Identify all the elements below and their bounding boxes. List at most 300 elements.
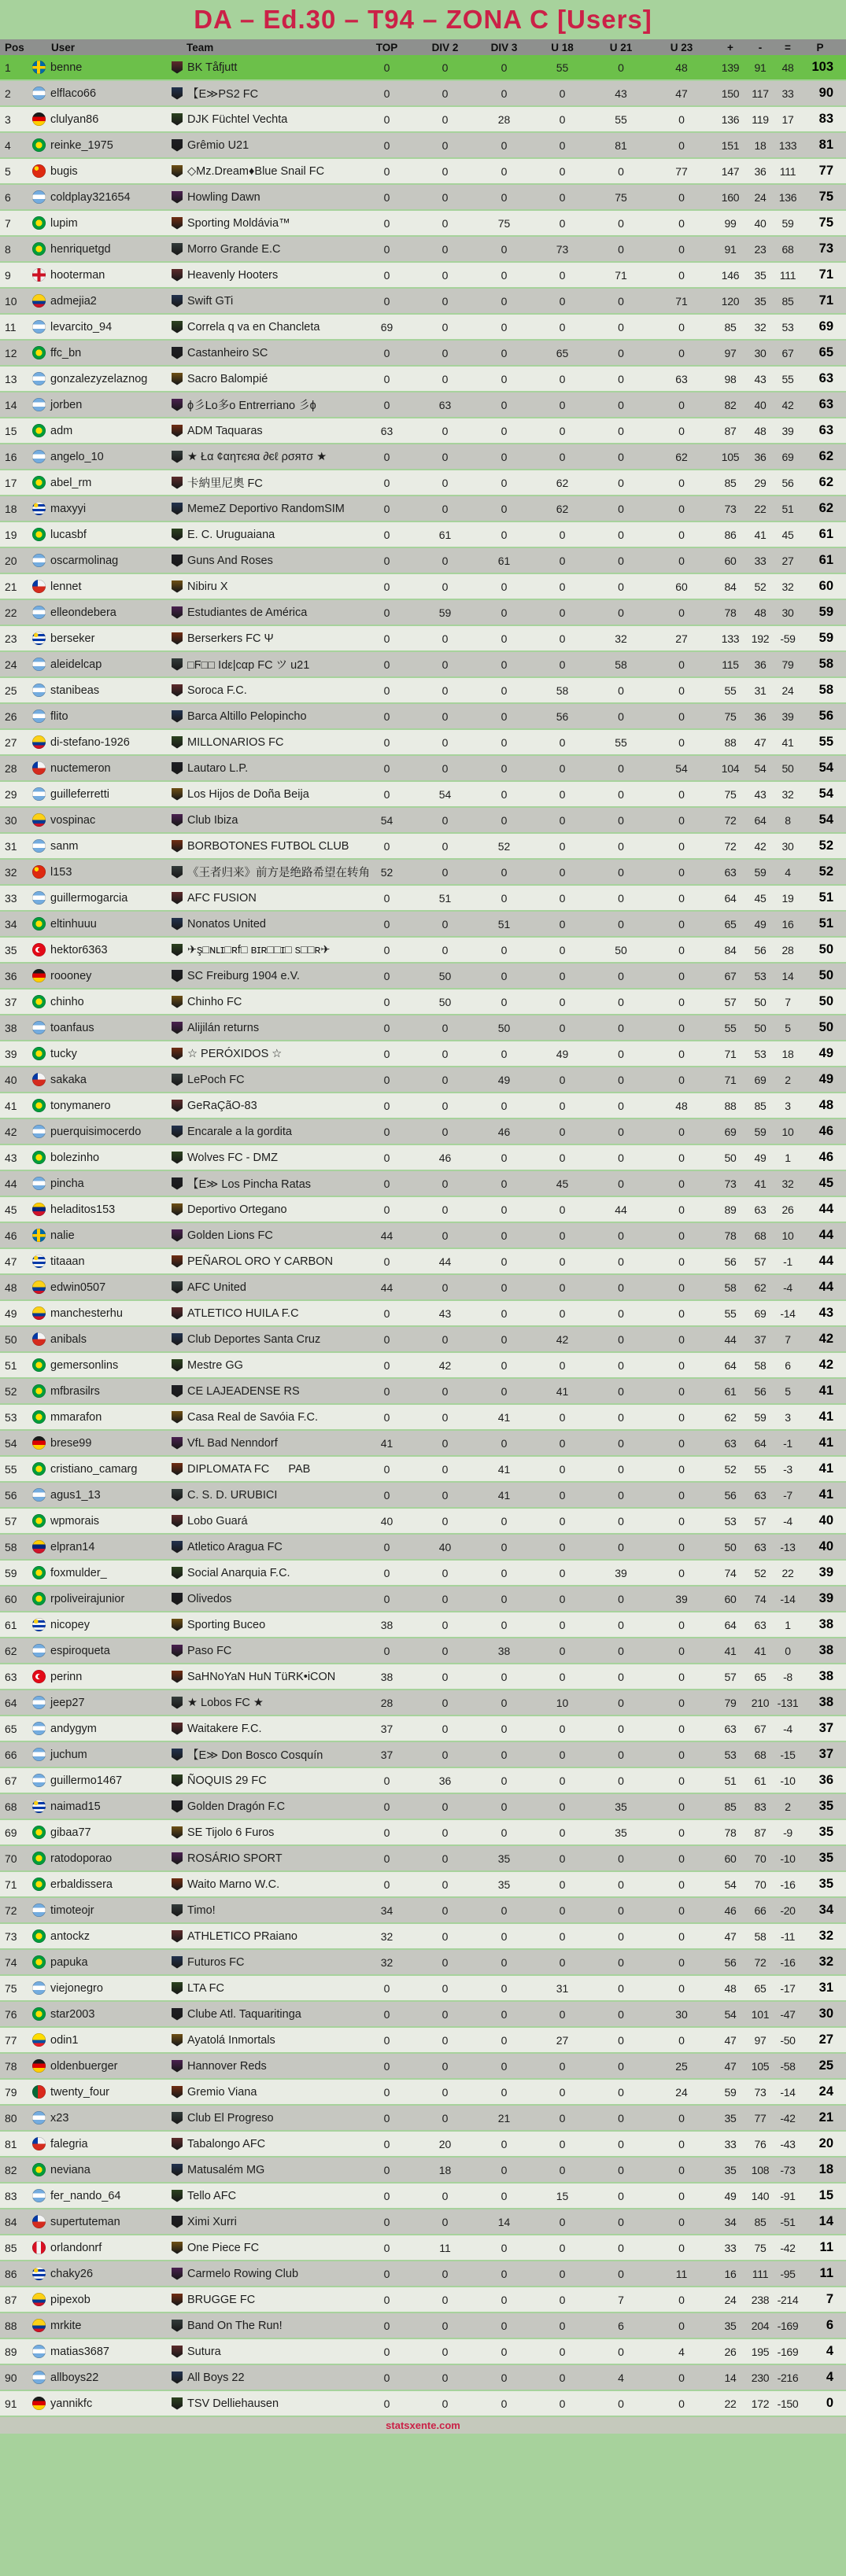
user-cell[interactable] xyxy=(30,2033,169,2047)
user-cell[interactable] xyxy=(30,294,169,308)
user-cell[interactable] xyxy=(30,761,169,775)
table-row[interactable] xyxy=(0,2235,846,2261)
user-cell[interactable] xyxy=(30,1981,169,1995)
team-cell[interactable] xyxy=(169,1515,358,1528)
team-cell[interactable] xyxy=(169,1203,358,1216)
user-cell[interactable] xyxy=(30,865,169,879)
user-cell[interactable] xyxy=(30,2345,169,2358)
team-cell[interactable] xyxy=(169,2112,358,2125)
table-row[interactable] xyxy=(0,1249,846,1275)
team-cell[interactable] xyxy=(169,1774,358,1787)
table-row[interactable] xyxy=(0,2339,846,2365)
table-row[interactable] xyxy=(0,159,846,185)
user-cell[interactable] xyxy=(30,1774,169,1787)
team-cell[interactable] xyxy=(169,918,358,931)
table-row[interactable] xyxy=(0,652,846,678)
user-cell[interactable] xyxy=(30,1125,169,1138)
table-row[interactable] xyxy=(0,55,846,81)
user-cell[interactable] xyxy=(30,1151,169,1164)
table-row[interactable] xyxy=(0,2261,846,2287)
team-cell[interactable] xyxy=(169,864,370,880)
user-cell[interactable] xyxy=(30,476,169,489)
table-row[interactable] xyxy=(0,1457,846,1483)
column-header-plus[interactable]: + xyxy=(727,41,733,53)
team-cell[interactable] xyxy=(169,1645,358,1657)
table-row[interactable] xyxy=(0,1898,846,1924)
column-header-points[interactable]: P xyxy=(816,41,824,53)
user-cell[interactable] xyxy=(30,2111,169,2125)
user-cell[interactable] xyxy=(30,1436,169,1450)
user-cell[interactable] xyxy=(30,190,169,204)
user-cell[interactable] xyxy=(30,1462,169,1476)
team-cell[interactable] xyxy=(169,1593,358,1605)
table-row[interactable] xyxy=(0,2287,846,2313)
user-cell[interactable] xyxy=(30,2267,169,2280)
column-header-u23[interactable]: U 23 xyxy=(670,41,693,53)
user-cell[interactable] xyxy=(30,1722,169,1735)
user-cell[interactable] xyxy=(30,1903,169,1917)
user-cell[interactable] xyxy=(30,2293,169,2306)
team-cell[interactable] xyxy=(169,1826,358,1839)
team-cell[interactable] xyxy=(169,1074,358,1086)
user-cell[interactable] xyxy=(30,450,169,463)
table-row[interactable] xyxy=(0,522,846,548)
user-cell[interactable] xyxy=(30,891,169,905)
user-cell[interactable] xyxy=(30,606,169,619)
table-row[interactable] xyxy=(0,989,846,1015)
table-row[interactable] xyxy=(0,1327,846,1353)
team-cell[interactable] xyxy=(169,1229,358,1242)
user-cell[interactable] xyxy=(30,2241,169,2254)
table-row[interactable] xyxy=(0,2106,846,2132)
team-cell[interactable] xyxy=(169,2216,358,2228)
team-cell[interactable] xyxy=(169,2138,358,2150)
team-cell[interactable] xyxy=(169,944,358,956)
user-cell[interactable] xyxy=(30,1514,169,1528)
user-cell[interactable] xyxy=(30,813,169,827)
table-row[interactable] xyxy=(0,1353,846,1379)
user-cell[interactable] xyxy=(30,346,169,359)
table-row[interactable] xyxy=(0,626,846,652)
user-cell[interactable] xyxy=(30,1358,169,1372)
table-row[interactable] xyxy=(0,2002,846,2028)
table-row[interactable] xyxy=(0,1664,846,1690)
table-row[interactable] xyxy=(0,81,846,107)
table-row[interactable] xyxy=(0,1119,846,1145)
user-cell[interactable] xyxy=(30,1073,169,1086)
user-cell[interactable] xyxy=(30,684,169,697)
team-cell[interactable] xyxy=(169,632,358,645)
team-cell[interactable] xyxy=(169,2397,358,2410)
team-cell[interactable] xyxy=(169,814,358,827)
table-row[interactable] xyxy=(0,289,846,315)
team-cell[interactable] xyxy=(169,1152,358,1164)
column-header-div2[interactable]: DIV 2 xyxy=(431,41,459,53)
team-cell[interactable] xyxy=(169,451,358,463)
team-cell[interactable] xyxy=(169,736,358,749)
user-cell[interactable] xyxy=(30,839,169,853)
team-cell[interactable] xyxy=(169,1489,358,1502)
team-cell[interactable] xyxy=(169,1697,358,1709)
user-cell[interactable] xyxy=(30,1929,169,1943)
team-cell[interactable] xyxy=(169,970,358,982)
table-row[interactable] xyxy=(0,678,846,704)
table-row[interactable] xyxy=(0,1820,846,1846)
table-row[interactable] xyxy=(0,1561,846,1587)
team-cell[interactable] xyxy=(169,191,358,204)
team-cell[interactable] xyxy=(169,321,358,334)
column-header-equal[interactable]: = xyxy=(785,41,791,53)
user-cell[interactable] xyxy=(30,1618,169,1631)
table-row[interactable] xyxy=(0,133,846,159)
user-cell[interactable] xyxy=(30,1229,169,1242)
user-cell[interactable] xyxy=(30,2397,169,2410)
div3-value: 0 xyxy=(501,969,508,982)
user-cell[interactable] xyxy=(30,1047,169,1060)
table-row[interactable] xyxy=(0,211,846,237)
column-header-div3[interactable]: DIV 3 xyxy=(490,41,518,53)
team-cell[interactable] xyxy=(169,1567,358,1579)
team-cell[interactable] xyxy=(169,2190,358,2202)
user-cell[interactable] xyxy=(30,995,169,1008)
table-row[interactable] xyxy=(0,730,846,756)
table-row[interactable] xyxy=(0,1638,846,1664)
table-row[interactable] xyxy=(0,912,846,938)
div3-value: 49 xyxy=(497,1073,511,1086)
table-row[interactable] xyxy=(0,367,846,392)
user-cell[interactable] xyxy=(30,1566,169,1579)
user-cell[interactable] xyxy=(30,1670,169,1683)
team-cell[interactable] xyxy=(169,1930,358,1943)
user-cell[interactable] xyxy=(30,969,169,982)
points-value: 46 xyxy=(818,1124,833,1138)
user-cell[interactable] xyxy=(30,1384,169,1398)
table-row[interactable] xyxy=(0,1509,846,1535)
user-cell[interactable] xyxy=(30,1540,169,1553)
table-row[interactable] xyxy=(0,2132,846,2158)
user-cell[interactable] xyxy=(30,787,169,801)
team-cell[interactable] xyxy=(169,269,358,282)
user-cell[interactable] xyxy=(30,709,169,723)
team-cell[interactable] xyxy=(169,1307,358,1320)
table-row[interactable] xyxy=(0,1223,846,1249)
table-row[interactable] xyxy=(0,2054,846,2080)
user-cell[interactable] xyxy=(30,87,169,100)
team-cell[interactable] xyxy=(169,2008,358,2021)
user-cell[interactable] xyxy=(30,164,169,178)
column-header-user[interactable]: User xyxy=(51,41,76,53)
table-row[interactable] xyxy=(0,1950,846,1976)
user-cell[interactable] xyxy=(30,216,169,230)
team-cell[interactable] xyxy=(169,710,358,723)
user-cell[interactable] xyxy=(30,320,169,334)
team-cell[interactable] xyxy=(169,373,358,385)
user-cell[interactable] xyxy=(30,554,169,567)
team-cell[interactable] xyxy=(169,1982,358,1995)
user-cell[interactable] xyxy=(30,917,169,931)
table-row[interactable] xyxy=(0,756,846,782)
user-cell[interactable] xyxy=(30,735,169,749)
table-row[interactable] xyxy=(0,1041,846,1067)
country-flag-icon xyxy=(32,1073,46,1086)
table-row[interactable] xyxy=(0,2158,846,2184)
team-cell[interactable] xyxy=(169,503,358,515)
table-row[interactable] xyxy=(0,1535,846,1561)
team-cell[interactable] xyxy=(169,2086,358,2099)
team-cell[interactable] xyxy=(169,996,358,1008)
user-cell[interactable] xyxy=(30,268,169,282)
user-cell[interactable] xyxy=(30,1800,169,1813)
table-row[interactable] xyxy=(0,1846,846,1872)
team-cell[interactable] xyxy=(169,396,358,413)
team-cell[interactable] xyxy=(169,139,358,152)
column-header-u18[interactable]: U 18 xyxy=(551,41,574,53)
team-cell[interactable] xyxy=(169,762,358,775)
user-cell[interactable] xyxy=(30,1255,169,1268)
table-row[interactable] xyxy=(0,315,846,341)
table-row[interactable] xyxy=(0,185,846,211)
table-row[interactable] xyxy=(0,1612,846,1638)
column-header-pos[interactable]: Pos xyxy=(5,41,24,53)
table-row[interactable] xyxy=(0,938,846,964)
team-name: Estudiantes de América xyxy=(187,606,308,619)
team-cell[interactable] xyxy=(169,684,358,697)
team-cell[interactable] xyxy=(169,1746,358,1763)
team-cell[interactable] xyxy=(169,1022,358,1034)
table-row[interactable] xyxy=(0,2391,846,2417)
team-cell[interactable] xyxy=(169,1175,358,1192)
team-cell[interactable] xyxy=(169,295,358,308)
user-cell[interactable] xyxy=(30,580,169,593)
table-row[interactable] xyxy=(0,548,846,574)
table-row[interactable] xyxy=(0,496,846,522)
team-cell[interactable] xyxy=(169,788,358,801)
table-row[interactable] xyxy=(0,1015,846,1041)
team-cell[interactable] xyxy=(169,347,358,359)
team-cell[interactable] xyxy=(169,1100,358,1112)
team-cell[interactable] xyxy=(169,1800,358,1813)
team-cell[interactable] xyxy=(169,1333,358,1346)
user-cell[interactable] xyxy=(30,1488,169,1502)
team-cell[interactable] xyxy=(169,2371,358,2384)
team-cell[interactable] xyxy=(169,2320,358,2332)
equal-value: 111 xyxy=(779,164,796,178)
table-row[interactable] xyxy=(0,2313,846,2339)
user-cell[interactable] xyxy=(30,658,169,671)
table-row[interactable] xyxy=(0,2184,846,2209)
table-row[interactable] xyxy=(0,1405,846,1431)
team-cell[interactable] xyxy=(169,1126,358,1138)
team-cell[interactable] xyxy=(169,61,358,74)
user-cell[interactable] xyxy=(30,1748,169,1761)
table-row[interactable] xyxy=(0,2209,846,2235)
team-cell[interactable] xyxy=(169,243,358,256)
table-row[interactable] xyxy=(0,392,846,418)
user-cell[interactable] xyxy=(30,242,169,256)
team-cell[interactable] xyxy=(169,1437,358,1450)
table-row[interactable] xyxy=(0,704,846,730)
team-cell[interactable] xyxy=(169,2060,358,2073)
user-cell[interactable] xyxy=(30,1306,169,1320)
table-row[interactable] xyxy=(0,1976,846,2002)
user-cell[interactable] xyxy=(30,1592,169,1605)
user-cell[interactable] xyxy=(30,138,169,152)
user-cell[interactable] xyxy=(30,1021,169,1034)
team-cell[interactable] xyxy=(169,1385,358,1398)
table-row[interactable] xyxy=(0,263,846,289)
u21-value: 0 xyxy=(618,1332,624,1346)
team-cell[interactable] xyxy=(169,2346,358,2358)
div2-value: 0 xyxy=(441,372,449,385)
table-row[interactable] xyxy=(0,1093,846,1119)
table-row[interactable] xyxy=(0,834,846,860)
column-header-minus[interactable]: - xyxy=(758,41,763,53)
team-cell[interactable] xyxy=(169,165,358,178)
u21-value: 0 xyxy=(618,1281,624,1294)
team-cell[interactable] xyxy=(169,1878,358,1891)
team-cell[interactable] xyxy=(169,1255,358,1268)
team-cell[interactable] xyxy=(169,113,358,126)
table-row[interactable] xyxy=(0,886,846,912)
user-cell[interactable] xyxy=(30,2371,169,2384)
table-row[interactable] xyxy=(0,1872,846,1898)
site-credit-link[interactable]: statsxente.com xyxy=(386,2419,460,2431)
user-cell[interactable] xyxy=(30,1099,169,1112)
table-row[interactable] xyxy=(0,107,846,133)
user-cell[interactable] xyxy=(30,943,169,956)
user-cell[interactable] xyxy=(30,1852,169,1865)
table-row[interactable] xyxy=(0,808,846,834)
team-cell[interactable] xyxy=(169,892,358,905)
table-row[interactable] xyxy=(0,1924,846,1950)
table-row[interactable] xyxy=(0,1483,846,1509)
country-flag-icon xyxy=(32,1125,46,1138)
user-cell[interactable] xyxy=(30,1696,169,1709)
table-row[interactable] xyxy=(0,1794,846,1820)
table-row[interactable] xyxy=(0,444,846,470)
team-cell[interactable] xyxy=(169,425,358,437)
table-row[interactable] xyxy=(0,418,846,444)
team-cell[interactable] xyxy=(169,2294,358,2306)
table-row[interactable] xyxy=(0,1379,846,1405)
team-cell[interactable] xyxy=(169,1619,358,1631)
user-cell[interactable] xyxy=(30,1955,169,1969)
team-cell[interactable] xyxy=(169,1671,358,1683)
user-cell[interactable] xyxy=(30,1410,169,1424)
table-row[interactable] xyxy=(0,2028,846,2054)
country-flag-icon xyxy=(32,242,46,256)
table-row[interactable] xyxy=(0,964,846,989)
table-row[interactable] xyxy=(0,1067,846,1093)
team-cell[interactable] xyxy=(169,1541,358,1553)
user-cell[interactable] xyxy=(30,1644,169,1657)
table-row[interactable] xyxy=(0,1431,846,1457)
team-name: Sacro Balompié xyxy=(187,372,268,385)
user-cell[interactable] xyxy=(30,1203,169,1216)
column-header-u21[interactable]: U 21 xyxy=(609,41,633,53)
team-cell[interactable] xyxy=(169,656,358,673)
table-row[interactable] xyxy=(0,341,846,367)
team-cell[interactable] xyxy=(169,1359,358,1372)
team-cell[interactable] xyxy=(169,217,358,230)
user-cell[interactable] xyxy=(30,424,169,437)
user-cell[interactable] xyxy=(30,528,169,541)
team-cell[interactable] xyxy=(169,1904,358,1917)
team-cell[interactable] xyxy=(169,1852,358,1865)
team-cell[interactable] xyxy=(169,2164,358,2176)
user-cell[interactable] xyxy=(30,372,169,385)
table-row[interactable] xyxy=(0,1587,846,1612)
user-cell[interactable] xyxy=(30,1826,169,1839)
team-cell[interactable] xyxy=(169,1411,358,1424)
user-cell[interactable] xyxy=(30,2085,169,2099)
user-cell[interactable] xyxy=(30,1878,169,1891)
table-row[interactable] xyxy=(0,860,846,886)
table-row[interactable] xyxy=(0,1716,846,1742)
user-cell[interactable] xyxy=(30,1281,169,1294)
table-row[interactable] xyxy=(0,1301,846,1327)
table-row[interactable] xyxy=(0,470,846,496)
team-cell[interactable] xyxy=(169,2268,358,2280)
user-cell[interactable] xyxy=(30,502,169,515)
team-cell[interactable] xyxy=(169,840,358,853)
team-cell[interactable] xyxy=(169,1723,358,1735)
user-cell[interactable] xyxy=(30,1177,169,1190)
user-cell[interactable] xyxy=(30,2007,169,2021)
team-cell[interactable] xyxy=(169,606,358,619)
column-header-team[interactable]: Team xyxy=(187,41,214,53)
user-cell[interactable] xyxy=(30,2215,169,2228)
user-cell[interactable] xyxy=(30,2189,169,2202)
user-cell[interactable] xyxy=(30,2163,169,2176)
user-cell[interactable] xyxy=(30,112,169,126)
team-cell[interactable] xyxy=(169,1956,358,1969)
table-row[interactable] xyxy=(0,1197,846,1223)
user-cell[interactable] xyxy=(30,2319,169,2332)
user-cell[interactable] xyxy=(30,61,169,74)
table-row[interactable] xyxy=(0,574,846,600)
team-cell[interactable] xyxy=(169,1048,358,1060)
team-cell[interactable] xyxy=(169,1463,358,1476)
team-cell[interactable] xyxy=(169,85,358,101)
team-cell[interactable] xyxy=(169,2034,358,2047)
user-cell[interactable] xyxy=(30,1332,169,1346)
table-row[interactable] xyxy=(0,1145,846,1171)
table-row[interactable] xyxy=(0,237,846,263)
team-cell[interactable] xyxy=(169,529,358,541)
team-cell[interactable] xyxy=(169,2242,358,2254)
table-row[interactable] xyxy=(0,1275,846,1301)
table-row[interactable] xyxy=(0,782,846,808)
table-row[interactable] xyxy=(0,2365,846,2391)
user-cell[interactable] xyxy=(30,2137,169,2150)
user-cell[interactable] xyxy=(30,2059,169,2073)
user-cell[interactable] xyxy=(30,632,169,645)
team-cell[interactable] xyxy=(169,1281,358,1294)
team-cell[interactable] xyxy=(169,474,358,491)
table-row[interactable] xyxy=(0,1768,846,1794)
table-row[interactable] xyxy=(0,1171,846,1197)
team-cell[interactable] xyxy=(169,580,358,593)
column-header-top[interactable]: TOP xyxy=(375,41,398,53)
country-flag-icon xyxy=(32,865,46,879)
table-row[interactable] xyxy=(0,1690,846,1716)
team-cell[interactable] xyxy=(169,555,358,567)
table-row[interactable] xyxy=(0,2080,846,2106)
table-row[interactable] xyxy=(0,600,846,626)
table-row[interactable] xyxy=(0,1742,846,1768)
user-cell[interactable] xyxy=(30,398,169,411)
